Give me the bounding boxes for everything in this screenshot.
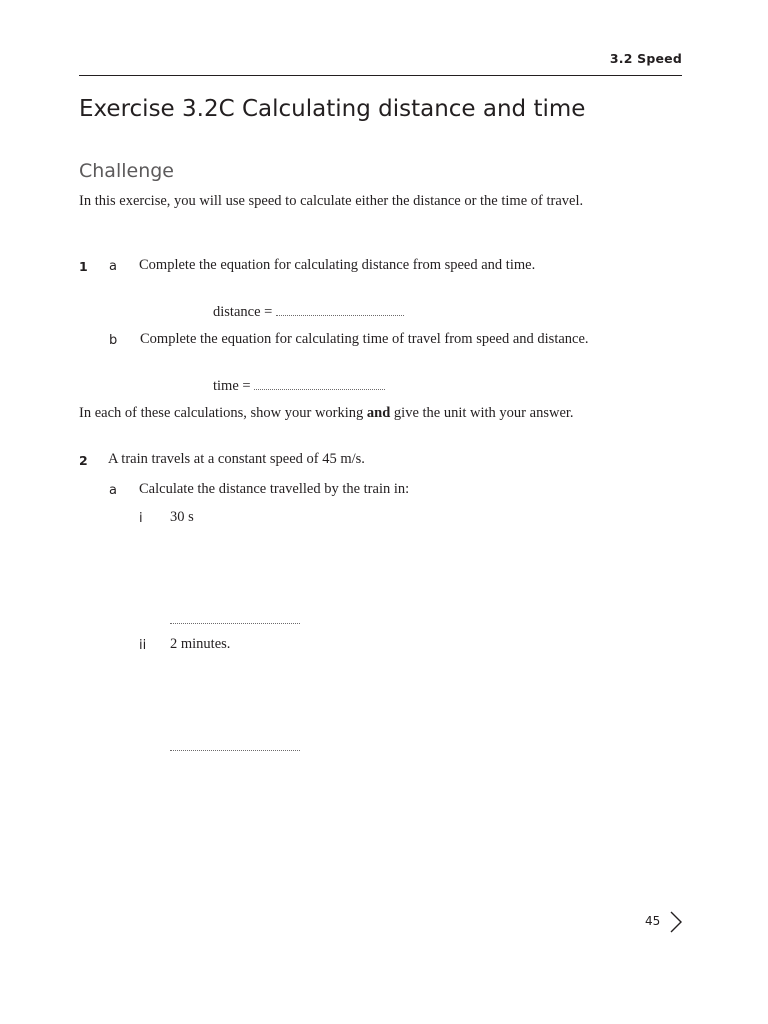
question-1b-text: Complete the equation for calculating time of travel from speed and distance. xyxy=(140,331,589,347)
time-answer-field[interactable] xyxy=(254,376,385,390)
question-2a-label: a xyxy=(109,483,117,498)
distance-equation-lhs: distance = xyxy=(213,304,273,320)
section-subtitle: Challenge xyxy=(79,160,174,182)
instructions-text xyxy=(79,405,574,422)
intro-text: In this exercise, you will use speed to calculate either the distance or the time of travel. xyxy=(79,193,584,209)
question-1b-label: b xyxy=(109,333,118,348)
page-title: Exercise 3.2C Calculating distance and time xyxy=(79,96,586,122)
distance-answer-field[interactable] xyxy=(276,302,404,316)
time-equation xyxy=(213,376,385,395)
answer-line-2a-ii[interactable] xyxy=(170,750,300,751)
question-2a-ii-text: 2 minutes. xyxy=(170,636,231,652)
question-1a-label: a xyxy=(109,259,117,274)
page-number: 45 xyxy=(645,914,661,928)
question-2-number: 2 xyxy=(79,453,88,468)
instructions-before: In each of these calculations, show your working xyxy=(79,405,367,421)
section-label: 3.2 Speed xyxy=(609,51,682,66)
question-2-text: A train travels at a constant speed of 45 m/s. xyxy=(108,451,365,467)
chevron-right-icon[interactable] xyxy=(669,910,683,939)
question-2a-ii-label: ii xyxy=(139,638,147,653)
header-divider xyxy=(79,75,682,76)
question-1-number: 1 xyxy=(79,259,88,274)
question-2a-text: Calculate the distance travelled by the train in: xyxy=(139,481,410,497)
question-2a-i-label: i xyxy=(139,511,143,526)
question-2a-i-text: 30 s xyxy=(170,509,194,525)
question-1a-text: Complete the equation for calculating distance from speed and time. xyxy=(139,257,536,273)
instructions-after: give the unit with your answer. xyxy=(390,405,574,421)
distance-equation xyxy=(213,302,404,321)
answer-line-2a-i[interactable] xyxy=(170,623,300,624)
time-equation-lhs: time = xyxy=(213,378,251,394)
instructions-bold: and xyxy=(366,405,391,421)
